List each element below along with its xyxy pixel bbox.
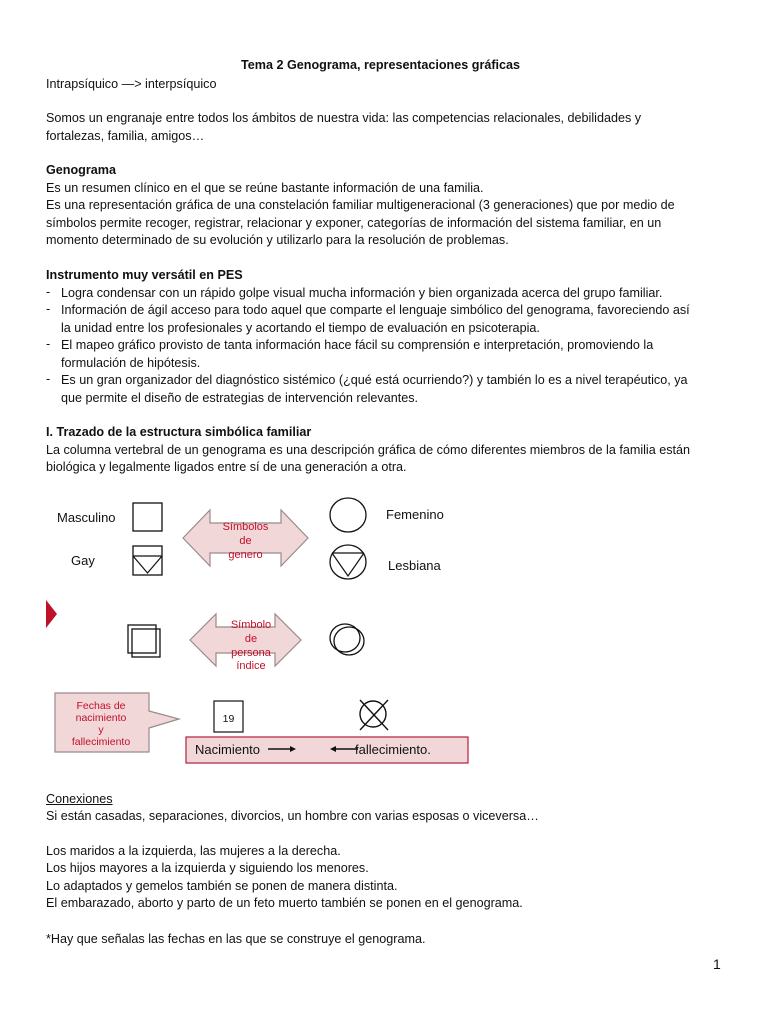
genograma-line: símbolos permite recoger, registrar, relacionar y exponer, categorías de información del sistema familiar, en un <box>46 216 662 230</box>
bullet-text: formulación de hipótesis. <box>61 356 201 370</box>
subtitle: Intrapsíquico —> interpsíquico <box>46 77 217 91</box>
fechas-text: nacimiento <box>75 712 127 724</box>
male-square-icon <box>133 503 162 531</box>
bullet-text: El mapeo gráfico provisto de tanta información hace fácil su comprensión e interpretación, promoviendo la <box>61 338 654 352</box>
deceased-symbol-icon <box>360 700 388 730</box>
red-marker-icon <box>46 600 57 628</box>
genograma-line: Es una representación gráfica de una constelación familiar multigeneracional (3 generaciones) que por medio de <box>46 198 675 212</box>
simbolos-genero-text: de <box>239 535 252 547</box>
bullet-text: que permite el diseño de estrategias de intervención relevantes. <box>61 391 419 405</box>
fechas-arrow <box>55 693 179 752</box>
fallecimiento-label: fallecimiento. <box>355 742 431 757</box>
genograma-line: momento determinado de su evolución y utilizarlo para la resolución de problemas. <box>46 233 509 247</box>
fechas-text: Fechas de <box>76 700 126 712</box>
simbolos-genero-text: genero <box>228 549 263 561</box>
genograma-heading: Genograma <box>46 163 116 177</box>
nota-line: *Hay que señalas las fechas en las que se construye el genograma. <box>46 932 426 946</box>
simbolos-genero-text: Símbolos <box>222 521 269 533</box>
bullet-text: Información de ágil acceso para todo aquel que comparte el lenguaje simbólico del genograma, favoreciendo así <box>61 303 690 317</box>
fechas-text: y <box>98 724 104 736</box>
trazado-line: biológica y legalmente ligados entre sí de una generación a otra. <box>46 460 407 474</box>
intro-line: fortalezas, familia, amigos… <box>46 129 205 143</box>
female-circle-icon <box>330 498 366 532</box>
bullet-text: Logra condensar con un rápido golpe visual mucha información y bien organizada acerca del grupo familiar. <box>61 286 663 300</box>
gay-label: Gay <box>71 553 95 568</box>
conexiones-heading: Conexiones <box>46 792 113 806</box>
bullet-mark: - <box>46 372 51 386</box>
simbolo-persona-text: de <box>244 633 258 645</box>
masculino-label: Masculino <box>57 510 116 525</box>
bullet-text: la unidad entre los profesionales y acortando el tiempo de evaluación en psicoterapia. <box>61 321 540 335</box>
bullet-mark: - <box>46 337 51 351</box>
simbolo-persona-arrow <box>190 614 301 672</box>
gay-symbol-icon <box>133 546 162 575</box>
bullet-mark: - <box>46 302 51 316</box>
intro-line: Somos un engranaje entre todos los ámbitos de nuestra vida: las competencias relacionales, debilidades y <box>46 111 642 125</box>
simbolos-genero-arrow <box>183 510 308 566</box>
page-number: 1 <box>713 956 721 972</box>
page-title: Tema 2 Genograma, representaciones gráficas <box>241 58 521 72</box>
simbolo-persona-text: Símbolo <box>230 619 272 631</box>
femenino-label: Femenino <box>386 507 444 522</box>
regla-line: El embarazado, aborto y parto de un feto muerto también se ponen en el genograma. <box>46 896 523 910</box>
trazado-line: La columna vertebral de un genograma es una descripción gráfica de cómo diferentes miembros de la familia están <box>46 443 691 457</box>
bullet-mark: - <box>46 285 51 299</box>
regla-line: Lo adaptados y gemelos también se ponen de manera distinta. <box>46 879 398 893</box>
index-person-female-icon <box>330 624 364 655</box>
instrumento-heading: Instrumento muy versátil en PES <box>46 268 243 282</box>
fechas-text: fallecimiento <box>71 736 131 748</box>
genograma-line: Es un resumen clínico en el que se reúne bastante información de una familia. <box>46 181 484 195</box>
lesbian-symbol-icon <box>330 545 366 579</box>
regla-line: Los hijos mayores a la izquierda y siguiendo los menores. <box>46 861 369 875</box>
nacimiento-label: Nacimiento <box>195 742 261 757</box>
age-value: 19 <box>222 713 235 725</box>
lesbiana-label: Lesbiana <box>388 558 441 573</box>
simbolo-persona-text: índice <box>236 660 266 672</box>
regla-line: Los maridos a la izquierda, las mujeres a la derecha. <box>46 844 341 858</box>
trazado-heading: I. Trazado de la estructura simbólica familiar <box>46 425 312 439</box>
conexiones-line: Si están casadas, separaciones, divorcios, un hombre con varias esposas o viceversa… <box>46 809 539 823</box>
bullet-text: Es un gran organizador del diagnóstico sistémico (¿qué está ocurriendo?) y también lo es a nivel terapéutico, ya <box>61 373 688 387</box>
index-person-male-icon <box>128 625 160 657</box>
simbolo-persona-text: persona <box>231 647 271 659</box>
